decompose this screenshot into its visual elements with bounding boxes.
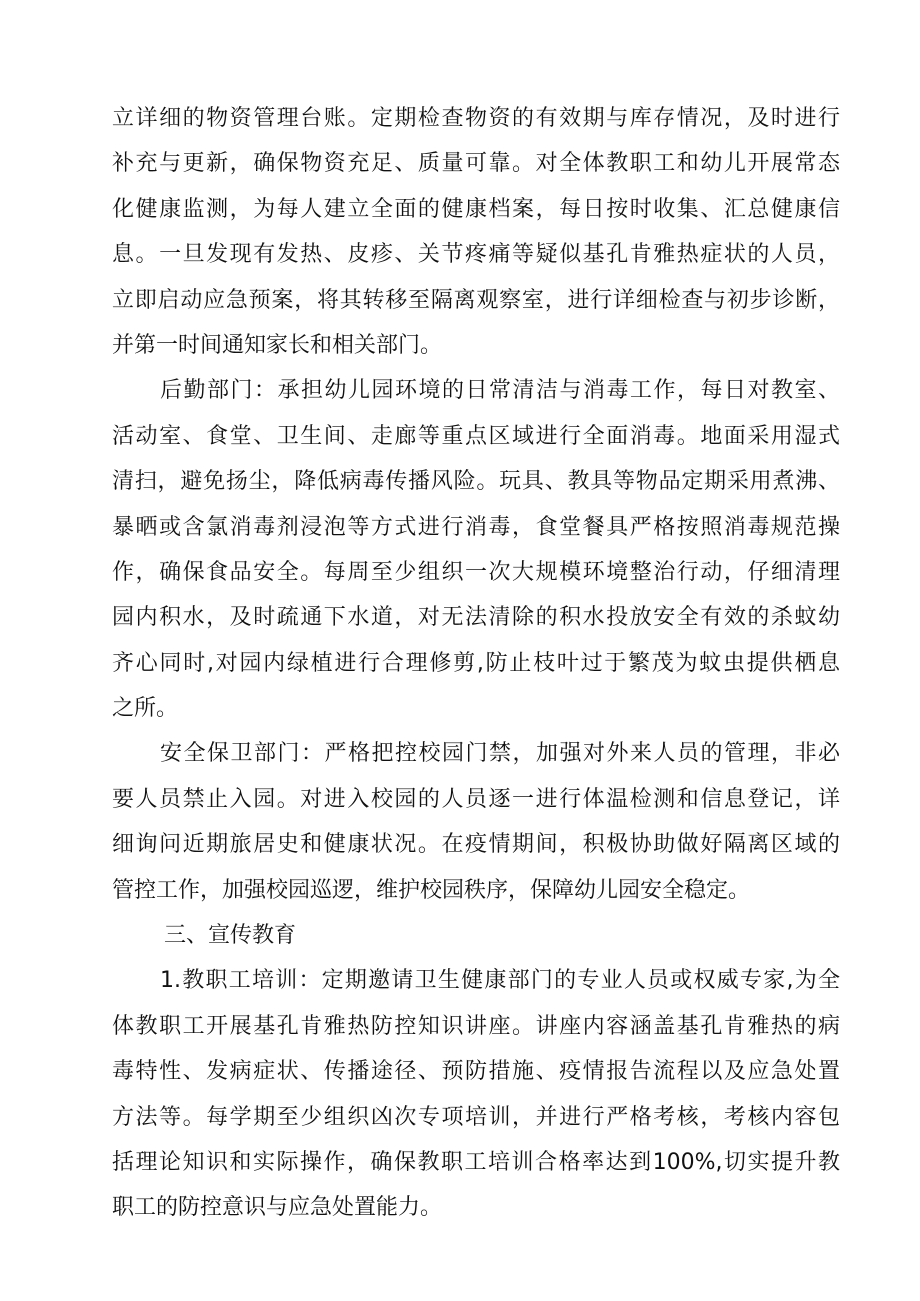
text-line: 括理论知识和实际操作，确保教职工培训合格率达到100%,切实提升教 [112,1149,840,1175]
text-line: 之所。 [112,696,179,722]
text-line: 立详细的物资管理台账。定期检查物资的有效期与库存情况，及时进行 [112,106,840,131]
text-line: 体教职工开展基孔肯雅热防控知识讲座。讲座内容涵盖基孔肯雅热的病 [112,1013,840,1039]
text-line: 细询问近期旅居史和健康状况。在疫情期间，积极协助做好隔离区域的 [112,832,840,858]
text-line: 毒特性、发病症状、传播途径、预防措施、疫情报告流程以及应急处置 [112,1059,840,1085]
text-line: 暴晒或含氯消毒剂浸泡等方式进行消毒，食堂餐具严格按照消毒规范操 [112,514,840,540]
text-line: 并第一时间通知家长和相关部门。 [112,332,443,358]
text-line: 方法等。每学期至少组织凶次专项培训，并进行严格考核，考核内容包 [112,1104,840,1130]
section-heading: 三、宣传教育 [164,923,297,949]
text-line: 息。一旦发现有发热、皮疹、关节疼痛等疑似基孔肯雅热症状的人员， [112,242,840,268]
text-line: 管控工作，加强校园巡逻，维护校园秩序，保障幼儿园安全稳定。 [112,877,751,903]
text-line: 园内积水，及时疏通下水道，对无法清除的积水投放安全有效的杀蚊幼 [112,605,840,631]
text-line: 化健康监测，为每人建立全面的健康档案，每日按时收集、汇总健康信 [112,196,840,222]
paragraph-training-start: 1.教职工培训：定期邀请卫生健康部门的专业人员或权威专家,为全 [160,968,840,994]
paragraph-logistics-start: 后勤部门：承担幼儿园环境的日常清洁与消毒工作，每日对教室、 [160,378,840,404]
paragraph-security-start: 安全保卫部门：严格把控校园门禁，加强对外来人员的管理，非必 [160,741,840,767]
text-line: 活动室、食堂、卫生间、走廊等重点区域进行全面消毒。地面采用湿式 [112,423,840,449]
body-text [112,96,840,1231]
text-line: 职工的防控意识与应急处置能力。 [112,1195,443,1221]
text-line: 清扫，避免扬尘，降低病毒传播风险。玩具、教具等物品定期采用煮沸、 [112,469,840,495]
text-line: 作，确保食品安全。每周至少组织一次大规模环境整治行动，仔细清理 [112,559,840,585]
text-line: 要人员禁止入园。对进入校园的人员逐一进行体温检测和信息登记，详 [112,786,840,812]
text-line: 补充与更新，确保物资充足、质量可靠。对全体教职工和幼儿开展常态 [112,151,840,177]
text-line: 齐心同时,对园内绿植进行合理修剪,防止枝叶过于繁茂为蚊虫提供栖息 [112,650,840,676]
text-line: 立即启动应急预案，将其转移至隔离观察室，进行详细检查与初步诊断， [112,287,840,313]
